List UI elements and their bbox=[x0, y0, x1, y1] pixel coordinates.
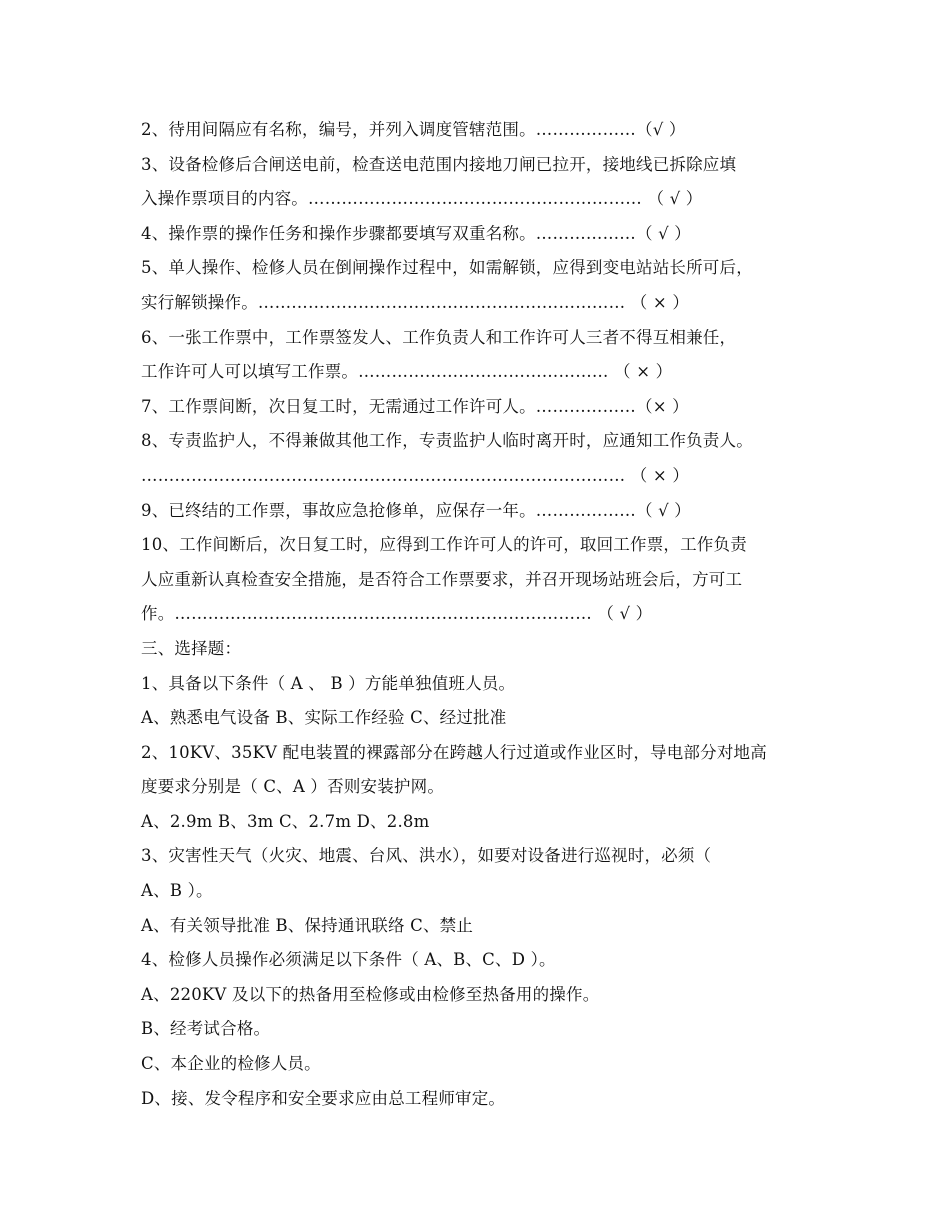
text-line: A、2.9m B、3m C、2.7m D、2.8m bbox=[141, 811, 430, 831]
text-line: A、有关领导批准 B、保持通讯联络 C、禁止 bbox=[141, 915, 474, 935]
section-heading: 三、选择题： bbox=[141, 638, 242, 658]
text-line: 人应重新认真检查安全措施，是否符合工作票要求，并召开现场站班会后，方可工 bbox=[141, 569, 743, 589]
text-line: B、经考试合格。 bbox=[141, 1019, 271, 1039]
text-line: …………………………………………………………………………… （ × ） bbox=[141, 465, 690, 485]
text-line: 入操作票项目的内容。…………………………………………………… （ √ ） bbox=[141, 189, 703, 209]
text-line: 4、检修人员操作必须满足以下条件（ A、B、C、D ）。 bbox=[141, 950, 556, 970]
text-line: 4、操作票的操作任务和操作步骤都要填写双重名称。………………（ √ ） bbox=[141, 223, 692, 243]
text-line: 6、一张工作票中，工作票签发人、工作负责人和工作许可人三者不得互相兼任， bbox=[141, 327, 737, 347]
text-line: 5、单人操作、检修人员在倒闸操作过程中，如需解锁，应得到变电站站长所可后， bbox=[141, 258, 753, 278]
text-line: A、220KV 及以下的热备用至检修或由检修至热备用的操作。 bbox=[141, 984, 600, 1004]
text-line: 3、设备检修后合闸送电前，检查送电范围内接地刀闸已拉开，接地线已拆除应填 bbox=[141, 154, 737, 174]
text-line: 9、已终结的工作票，事故应急抢修单，应保存一年。………………（ √ ） bbox=[141, 500, 692, 520]
text-line: 实行解锁操作。………………………………………………………… （ × ） bbox=[141, 292, 690, 312]
text-line: 作。………………………………………………………………… （ √ ） bbox=[141, 604, 653, 624]
text-line: D、接、发令程序和安全要求应由总工程师审定。 bbox=[141, 1088, 506, 1108]
text-line: 2、10KV、35KV 配电装置的裸露部分在跨越人行过道或作业区时，导电部分对地高 bbox=[141, 742, 767, 762]
text-line: 7、工作票间断，次日复工时，无需通过工作许可人。………………（× ） bbox=[141, 396, 689, 416]
text-line: 10、工作间断后，次日复工时，应得到工作许可人的许可，取回工作票，工作负责 bbox=[141, 535, 747, 555]
text-line: 1、具备以下条件（ A 、 B ）方能单独值班人员。 bbox=[141, 673, 516, 693]
text-line: 8、专责监护人，不得兼做其他工作，专责监护人临时离开时，应通知工作负责人。 bbox=[141, 431, 753, 451]
text-line: 工作许可人可以填写工作票。……………………………………… （ × ） bbox=[141, 362, 673, 382]
text-line: C、本企业的检修人员。 bbox=[141, 1054, 321, 1074]
text-line: A、B ）。 bbox=[141, 881, 213, 901]
text-line: A、熟悉电气设备 B、实际工作经验 C、经过批准 bbox=[141, 708, 507, 728]
text-line: 度要求分别是（ C、A ）否则安装护网。 bbox=[141, 777, 445, 797]
text-line: 2、待用间隔应有名称，编号，并列入调度管辖范围。………………（√ ） bbox=[141, 120, 686, 139]
document-body bbox=[141, 117, 831, 1120]
text-line: 3、灾害性天气（火灾、地震、台风、洪水），如要对设备进行巡视时，必须（ bbox=[141, 846, 712, 866]
